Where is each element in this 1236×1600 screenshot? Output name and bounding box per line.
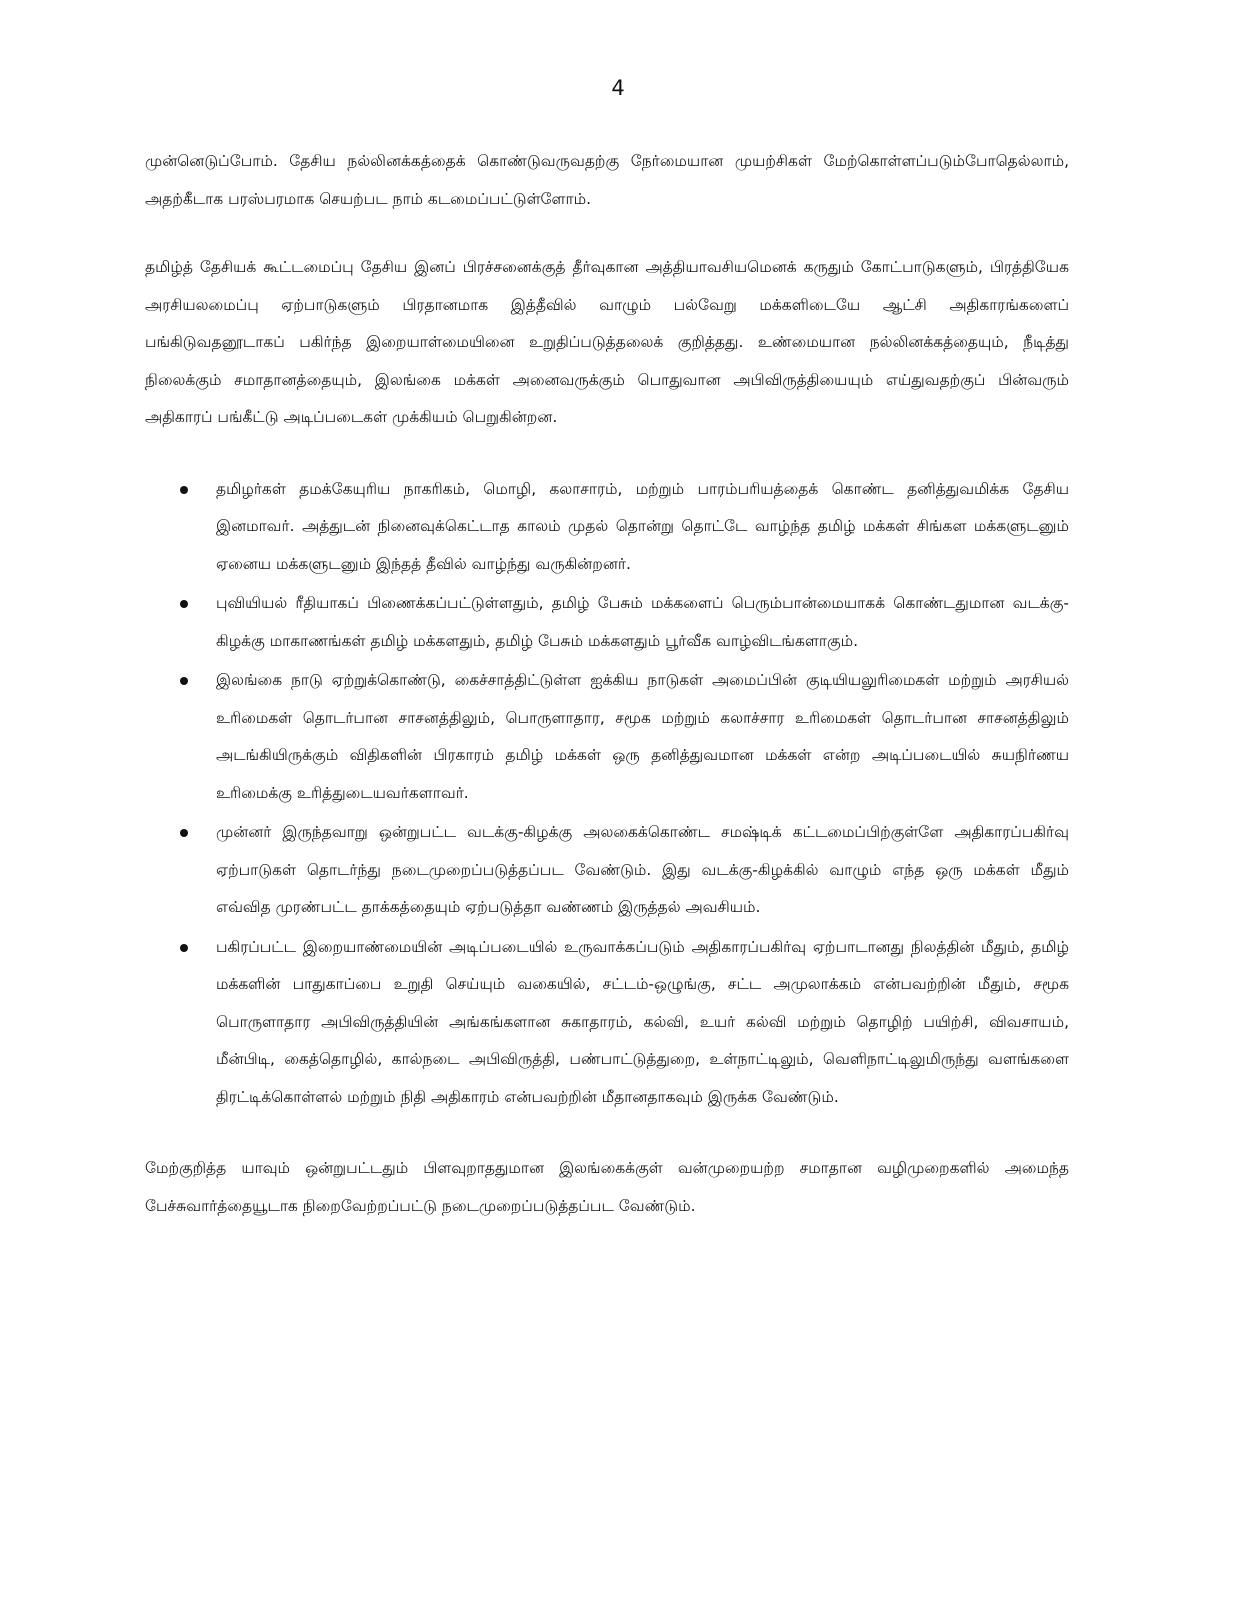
bullet-icon [180, 600, 188, 608]
list-item [145, 471, 1069, 584]
principles-list [145, 471, 1069, 1117]
list-item [145, 662, 1069, 812]
list-item-text: தமிழர்கள் தமக்கேயுரிய நாகரிகம், மொழி, கலாசாரம், மற்றும் பாரம்பரியத்தைக் கொண்ட தனித்துவமிக்க தேசிய இனமாவர். அத்துடன் நினைவுக்கெட்டாத காலம் முதல் தொன்று தொட்டே வாழ்ந்த தமிழ் மக்கள் சிங்கள மக்களுடனும் ஏனைய மக்களுடனும் இந்தத் தீவில் வாழ்ந்து வருகின்றனர். [216, 479, 1069, 573]
bullet-icon [180, 677, 188, 685]
bullet-icon [180, 486, 188, 494]
bullet-icon [180, 829, 188, 837]
final-paragraph: மேற்குறித்த யாவும் ஒன்றுபட்டதும் பிளவுறாததுமான இலங்கைக்குள் வன்முறையற்ற சமாதான வழிமுறைகளில் அமைந்த பேச்சுவார்த்தையூடாக நிறைவேற்றப்பட்டு நடைமுறைப்படுத்தப்பட வேண்டும். [145, 1159, 1069, 1215]
list-item [145, 585, 1069, 660]
list-item-text: முன்னர் இருந்தவாறு ஒன்றுபட்ட வடக்கு-கிழக்கு அலகைக்கொண்ட சமஷ்டிக் கட்டமைப்பிற்குள்ளே அதிகாரப்பகிர்வு ஏற்பாடுகள் தொடர்ந்து நடைமுறைப்படுத்தப்பட வேண்டும். இது வடக்கு-கிழக்கில் வாழும் எந்த ஒரு மக்கள் மீதும் எவ்வித முரண்பட்ட தாக்கத்தையும் ஏற்படுத்தா வண்ணம் இருத்தல் அவசியம். [216, 823, 1069, 916]
page-content [145, 143, 1069, 1225]
intro-paragraph: முன்னெடுப்போம். தேசிய நல்லினக்கத்தைக் கொண்டுவருவதற்கு நேர்மையான முயற்சிகள் மேற்கொள்ளப்படும்போதெல்லாம், அதற்கீடாக பரஸ்பரமாக செயற்பட நாம் கடமைப்பட்டுள்ளோம். [145, 152, 1069, 208]
bullet-icon [180, 944, 188, 952]
list-item-text: புவியியல் ரீதியாகப் பிணைக்கப்பட்டுள்ளதும், தமிழ் பேசும் மக்களைப் பெரும்பான்மையாகக் கொண்டதுமான வடக்கு-கிழக்கு மாகாணங்கள் தமிழ் மக்களதும், தமிழ் பேசும் மக்களதும் பூர்வீக வாழ்விடங்களாகும். [216, 594, 1069, 650]
page-number: 4 [611, 76, 625, 100]
list-item-text: இலங்கை நாடு ஏற்றுக்கொண்டு, கைச்சாத்திட்டுள்ள ஐக்கிய நாடுகள் அமைப்பின் குடியியலுரிமைகள் மற்றும் அரசியல் உரிமைகள் தொடர்பான சாசனத்திலும், பொருளாதார, சமூக மற்றும் கலாச்சார உரிமைகள் தொடர்பான சாசனத்திலும் அடங்கியிருக்கும் விதிகளின் பிரகாரம் தமிழ் மக்கள் ஒரு தனித்துவமான மக்கள் என்ற அடிப்படையில் சுயநிர்ணய உரிமைக்கு உரித்துடையவர்களாவர். [216, 671, 1069, 802]
main-paragraph: தமிழ்த் தேசியக் கூட்டமைப்பு தேசிய இனப் பிரச்சனைக்குத் தீர்வுகான அத்தியாவசியமெனக் கருதும் கோட்பாடுகளும், பிரத்தியேக அரசியலமைப்பு ஏற்பாடுகளும் பிரதானமாக இத்தீவில் வாழும் பல்வேறு மக்களிடையே ஆட்சி அதிகாரங்களைப் பங்கிடுவதனூடாகப் பகிர்ந்த இறையாள்மையினை உறுதிப்படுத்தலைக் குறித்தது. உண்மையான நல்லினக்கத்தையும், நீடித்து நிலைக்கும் சமாதானத்தையும், இலங்கை மக்கள் அனைவருக்கும் பொதுவான அபிவிருத்தியையும் எய்துவதற்குப் பின்வரும் அதிகாரப் பங்கீட்டு அடிப்படைகள் முக்கியம் பெறுகின்றன. [145, 258, 1069, 426]
list-item [145, 929, 1069, 1117]
list-item-text: பகிரப்பட்ட இறையாண்மையின் அடிப்படையில் உருவாக்கப்படும் அதிகாரப்பகிர்வு ஏற்பாடானது நிலத்தின் மீதும், தமிழ் மக்களின் பாதுகாப்பை உறுதி செய்யும் வகையில், சட்டம்-ஒழுங்கு, சட்ட அமுலாக்கம் என்பவற்றின் மீதும், சமூக பொருளாதார அபிவிருத்தியின் அங்கங்களான சுகாதாரம், கல்வி, உயர் கல்வி மற்றும் தொழிற் பயிற்சி, விவசாயம், மீன்பிடி, கைத்தொழில், கால்நடை அபிவிருத்தி, பண்பாட்டுத்துறை, உள்நாட்டிலும், வெளிநாட்டிலுமிருந்து வளங்களை திரட்டிக்கொள்ளல் மற்றும் நிதி அதிகாரம் என்பவற்றின் மீதானதாகவும் இருக்க வேண்டும். [216, 937, 1069, 1106]
list-item [145, 814, 1069, 927]
